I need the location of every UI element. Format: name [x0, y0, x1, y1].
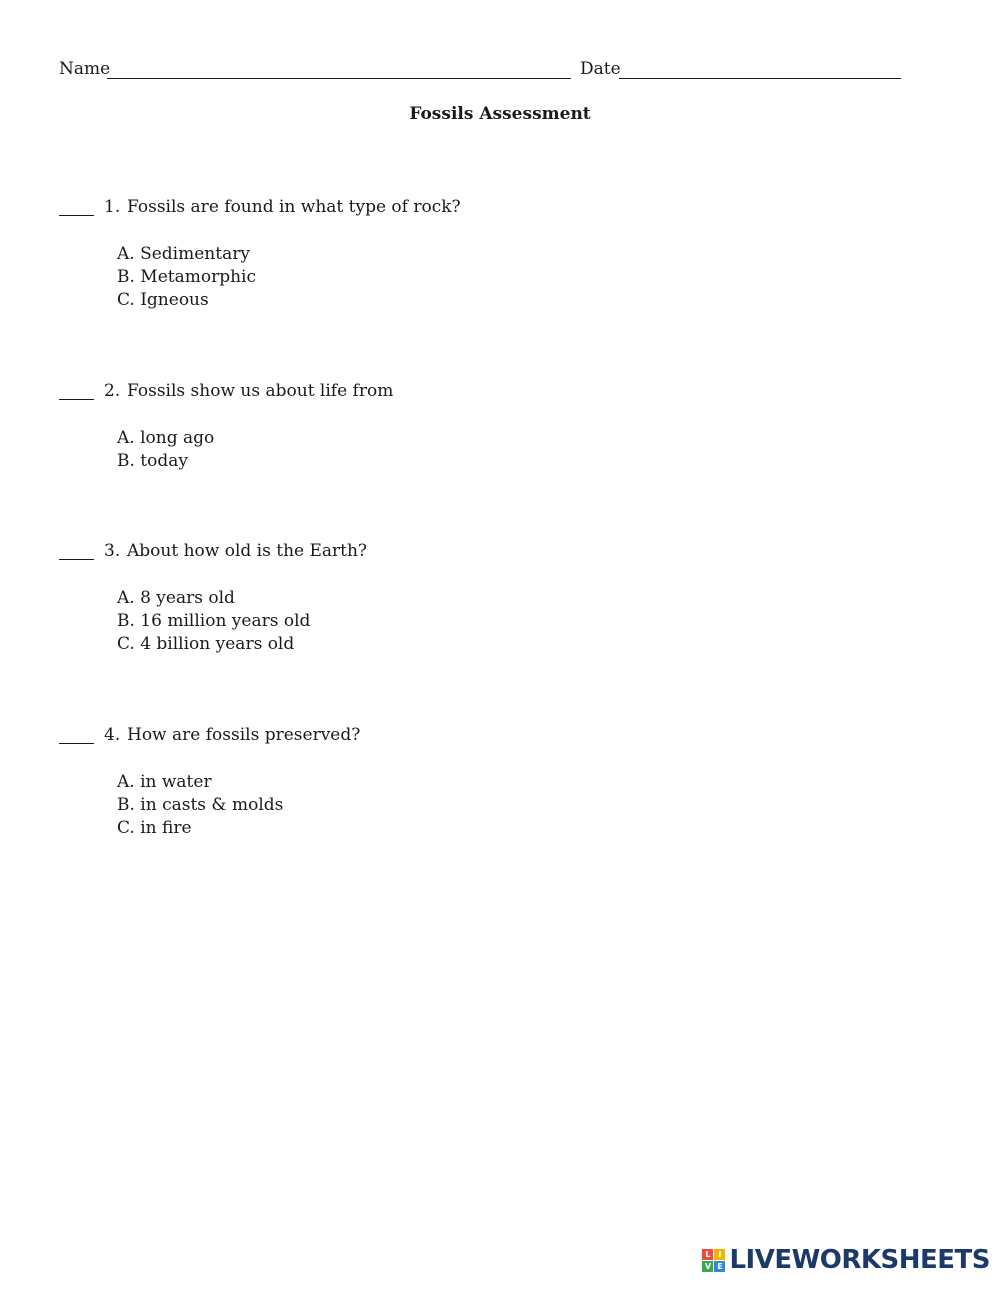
question-number: 1.	[104, 197, 121, 217]
option-a: A. 8 years old	[117, 588, 235, 608]
question-number: 2.	[104, 381, 121, 401]
date-field[interactable]	[619, 78, 901, 79]
logo-text: LIVEWORKSHEETS	[729, 1245, 990, 1275]
page-title: Fossils Assessment	[409, 104, 591, 124]
question-text: How are fossils preserved?	[127, 725, 361, 745]
answer-blank[interactable]	[59, 399, 94, 400]
options-list	[117, 243, 256, 312]
options-list	[117, 427, 214, 473]
logo-letter-i: I	[714, 1249, 725, 1260]
logo-letter-l: L	[702, 1249, 713, 1260]
answer-blank[interactable]	[59, 215, 94, 216]
name-field[interactable]	[107, 78, 571, 79]
option-c: C. Igneous	[117, 290, 209, 310]
date-label: Date	[580, 59, 621, 79]
options-list	[117, 587, 310, 656]
option-c: C. 4 billion years old	[117, 634, 295, 654]
question-text: Fossils are found in what type of rock?	[127, 197, 461, 217]
logo-letter-v: V	[702, 1261, 713, 1272]
option-a: A. long ago	[117, 428, 215, 448]
question-number: 4.	[104, 725, 121, 745]
header-row	[59, 59, 909, 85]
option-b: B. today	[117, 451, 188, 471]
name-label: Name	[59, 59, 111, 79]
question-text: Fossils show us about life from	[127, 381, 394, 401]
liveworksheets-logo	[702, 1243, 990, 1277]
option-b: B. Metamorphic	[117, 267, 257, 287]
question-text: About how old is the Earth?	[127, 541, 368, 561]
liveworksheets-icon	[702, 1249, 725, 1272]
question-number: 3.	[104, 541, 121, 561]
answer-blank[interactable]	[59, 743, 94, 744]
logo-letter-e: E	[714, 1261, 725, 1272]
option-a: A. in water	[117, 772, 212, 792]
option-a: A. Sedimentary	[117, 244, 250, 264]
option-c: C. in fire	[117, 818, 192, 838]
options-list	[117, 771, 283, 840]
answer-blank[interactable]	[59, 559, 94, 560]
option-b: B. in casts & molds	[117, 795, 284, 815]
option-b: B. 16 million years old	[117, 611, 311, 631]
